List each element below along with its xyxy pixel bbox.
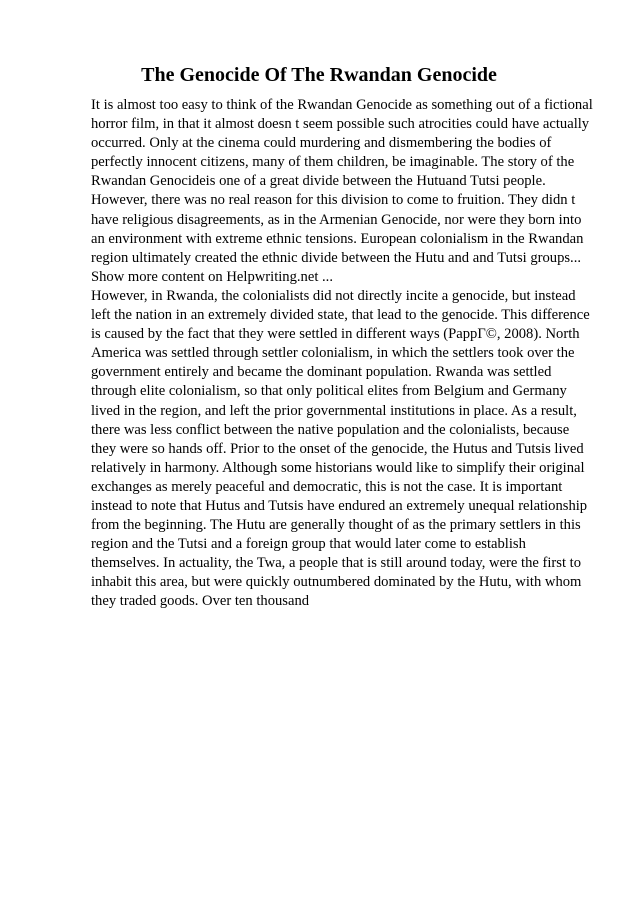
- body-line: relatively in harmony. Although some historians would like to simplify their original: [91, 459, 585, 476]
- body-line: Rwandan Genocideis one of a great divide between the Hutuand Tutsi people.: [91, 173, 546, 190]
- body-line: region and the Tutsi and a foreign group that would later come to establish: [91, 536, 526, 553]
- body-line: lived in the region, and left the prior governmental institutions in place. As a result,: [91, 402, 577, 419]
- body-line: However, in Rwanda, the colonialists did not directly incite a genocide, but instead: [91, 287, 576, 304]
- body-line: an environment with extreme ethnic tensions. European colonialism in the Rwandan: [91, 230, 584, 247]
- body-line: region ultimately created the ethnic divide between the Hutu and and Tutsi groups...: [91, 249, 581, 266]
- body-line: exchanges as merely peaceful and democratic, this is not the case. It is important: [91, 478, 563, 495]
- body-line: America was settled through settler colonialism, in which the settlers took over the: [91, 345, 575, 362]
- body-line: they were so hands off. Prior to the onset of the genocide, the Hutus and Tutsis lived: [91, 440, 584, 457]
- body-line: horror film, in that it almost doesn t seem possible such atrocities could have actually: [91, 116, 590, 133]
- body-line: inhabit this area, but were quickly outnumbered dominated by the Hutu, with whom: [91, 574, 582, 591]
- body-line: left the nation in an extremely divided state, that lead to the genocide. This difference: [91, 307, 590, 324]
- body-line: from the beginning. The Hutu are generally thought of as the primary settlers in this: [91, 517, 581, 534]
- body-line: government entirely and became the dominant population. Rwanda was settled: [91, 364, 552, 381]
- body-line: they traded goods. Over ten thousand: [91, 593, 310, 610]
- body-line: through elite colonialism, so that only political elites from Belgium and Germany: [91, 383, 567, 400]
- body-line: perfectly innocent citizens, many of them children, be imaginable. The story of the: [91, 154, 575, 171]
- body-line: have religious disagreements, as in the Armenian Genocide, nor were they born into: [91, 211, 582, 228]
- body-line: instead to note that Hutus and Tutsis have endured an extremely unequal relationship: [91, 497, 588, 514]
- document-body: [91, 96, 591, 612]
- body-line: is caused by the fact that they were settled in different ways (PappΓ©, 2008). North: [91, 326, 580, 343]
- document-title: The Genocide Of The Rwandan Genocide: [141, 64, 497, 86]
- body-line: It is almost too easy to think of the Rwandan Genocide as something out of a fictional: [91, 97, 593, 113]
- body-line: However, there was no real reason for this division to come to fruition. They didn t: [91, 192, 576, 209]
- show-more-line: Show more content on Helpwriting.net ...: [91, 268, 333, 285]
- body-line: occurred. Only at the cinema could murdering and dismembering the bodies of: [91, 135, 552, 152]
- body-line: there was less conflict between the native population and the colonialists, because: [91, 421, 570, 438]
- body-line: themselves. In actuality, the Twa, a people that is still around today, were the first to: [91, 555, 582, 572]
